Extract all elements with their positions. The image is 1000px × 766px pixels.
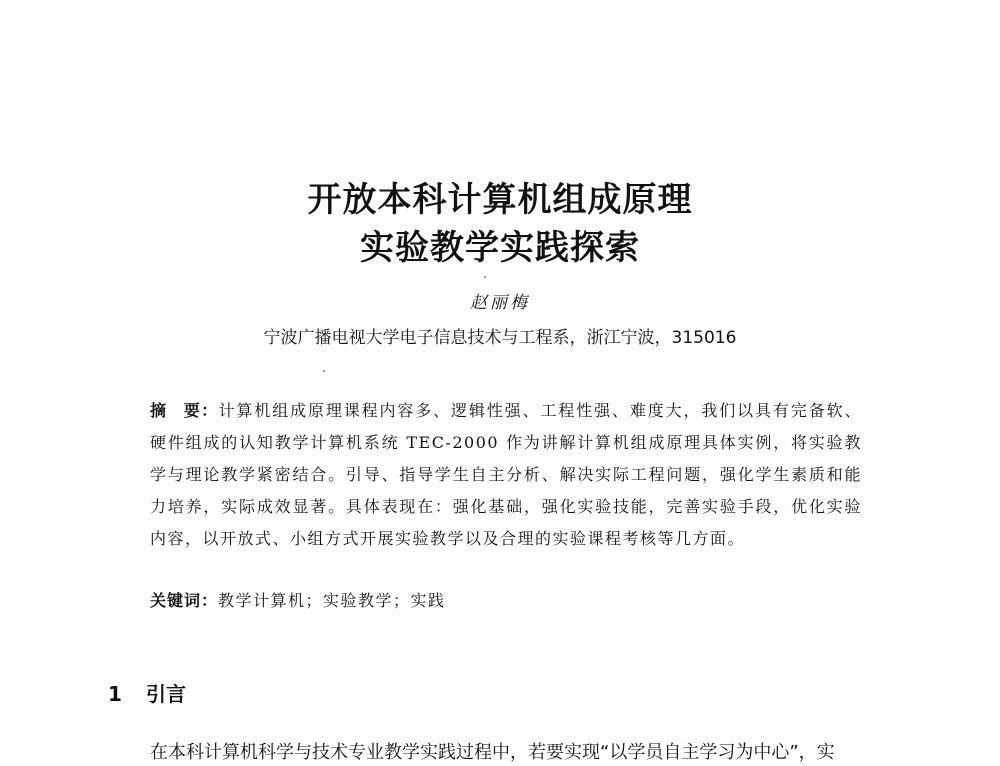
section-heading-introduction [108, 681, 186, 707]
author-name: 赵丽梅 [470, 293, 530, 313]
keywords [150, 587, 862, 615]
author-affiliation: 宁波广播电视大学电子信息技术与工程系，浙江宁波，315016 [263, 328, 737, 348]
scan-speck [323, 370, 325, 372]
paper-title-line-2: 实验教学实践探索 [360, 228, 640, 268]
keywords-label: 关键词： [150, 591, 219, 610]
body-paragraph-first-line: 在本科计算机科学与技术专业教学实践过程中，若要实现“以学员自主学习为中心”，实 [150, 742, 835, 763]
abstract-text: 计算机组成原理课程内容多、逻辑性强、工程性强、难度大，我们以具有完备软、硬件组成的认知教学计算机系统 TEC-2000 作为讲解计算机组成原理具体实例，将实验教学与理论教学紧密结合。引导、指导学生自主分析、解决实际工程问题，强化学生素质和能力培养，实际成效显著。具体表现在：强化基础，强化实验技能，完善实验手段，优化实验内容，以开放式、小组方式开展实验教学以及合理的实验课程考核等几方面。 [150, 401, 862, 548]
section-number: 1 [108, 682, 122, 706]
section-title: 引言 [146, 682, 186, 706]
abstract-label: 摘 要： [150, 401, 219, 420]
paper-title-line-1: 开放本科计算机组成原理 [307, 180, 693, 220]
scan-speck [484, 276, 486, 278]
keywords-text: 教学计算机；实验教学；实践 [218, 591, 446, 610]
abstract [150, 395, 862, 555]
